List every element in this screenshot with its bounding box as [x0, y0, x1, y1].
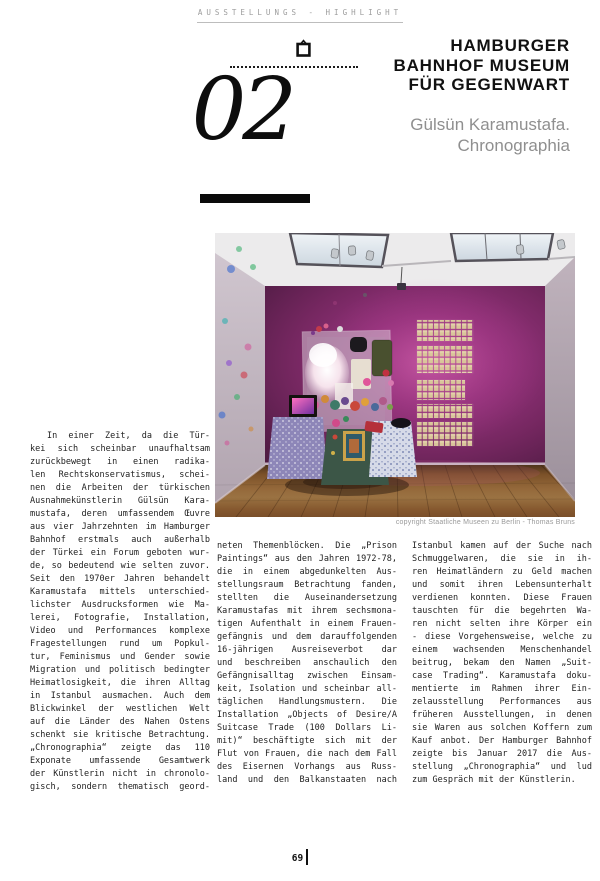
text-line: auf die Länder des Nahen Ostens: [30, 717, 210, 727]
text-line: In einer Zeit, da die Tür-: [47, 431, 210, 441]
text-line: zum Gespräch mit der Künstlerin.: [412, 775, 576, 785]
text-line: „Chronographia“ zeigte das 110: [30, 743, 210, 753]
text-line: Karamustafas mit ihrem sechsmona-: [217, 606, 397, 616]
article-column-3: [412, 540, 592, 787]
exhibition-title-line: Chronographia: [457, 136, 570, 155]
issue-number: 02: [191, 60, 293, 160]
text-line: schenkt sie kritische Betrachtung.: [30, 730, 210, 740]
section-rule-bar: [200, 194, 310, 203]
photo-card-grids: [417, 320, 473, 446]
text-line: Karamustafa mittels unterschied-: [30, 587, 210, 597]
draped-table-left: [267, 417, 327, 479]
text-line: in Istanbul ausmachen. Auch dem: [30, 691, 210, 701]
text-line: früheren Ausstellungen, in denen: [412, 710, 592, 720]
text-line: ren nicht selten ihre Körper ein: [412, 619, 592, 629]
text-line: Installation „Objects of Desire/A: [217, 710, 397, 720]
text-line: täglichen Handlungsmustern. Die: [217, 697, 397, 707]
page-number: [270, 849, 330, 865]
text-line: einem wachsenden Menschenhandel: [412, 645, 592, 655]
text-line: Video und Performances komplexe: [30, 626, 210, 636]
article-column-1: [30, 430, 210, 794]
black-hat: [391, 418, 411, 428]
text-line: - diese Vorgehensweise, welche zu: [412, 632, 592, 642]
text-line: die in einem abgedunkelten Aus-: [217, 567, 397, 577]
text-line: stellten die Auseinandersetzung: [217, 593, 397, 603]
text-line: zelausstellung Performances aus: [412, 697, 592, 707]
text-line: Bahnhof erstmals auch außerhalb: [30, 535, 210, 545]
text-line: des Eisernen Vorhangs aus Russ-: [217, 762, 397, 772]
text-line: der Künstlerin nicht in chronolo-: [30, 769, 210, 779]
text-line: zeigte bis Januar 2017 die Aus-: [412, 749, 592, 759]
text-line: verdienen konnten. Diese Frauen: [412, 593, 592, 603]
exhibition-title-line: Gülsün Karamustafa.: [410, 115, 570, 134]
text-line: 16-jährigen Ausreiseverbot dar: [217, 645, 397, 655]
picture-frame-icon: [295, 39, 312, 63]
article-column-2: [217, 540, 397, 787]
text-line: und somit ihren Lebensunterhalt: [412, 580, 592, 590]
text-line: Istanbul kamen auf der Suche nach: [412, 541, 592, 551]
text-line: Heimatlosigkeit, die ihren Alltag: [30, 678, 210, 688]
text-line: Flut von Frauen, die nach dem Fall: [217, 749, 397, 759]
green-garment: [372, 340, 392, 376]
text-line: der Türkei ein Forum geboten wur-: [30, 548, 210, 558]
text-line: Fragestellungen rund um Popkul-: [30, 639, 210, 649]
text-line: aus vier Jahrzehnten im Hamburger: [30, 522, 210, 532]
left-wall: [215, 253, 265, 503]
text-line: Seit den 1970er Jahren behandelt: [30, 574, 210, 584]
page-edge-mark: [306, 849, 308, 865]
text-line: Migration und politisch bedingter: [30, 665, 210, 675]
text-line: mit)“ beschäftigte sich mit der: [217, 736, 397, 746]
black-corset: [350, 337, 367, 352]
text-line: mentierte im Rahmen ihrer Ein-: [412, 684, 592, 694]
museum-title: [394, 36, 570, 95]
text-line: tur, Feminismus und Gender sowie: [30, 652, 210, 662]
text-line: stellung „Chronographia“ und lud: [412, 762, 592, 772]
text-line: Paintings“ aus den Jahren 1972-78,: [217, 554, 397, 564]
text-line: gisch, sondern thematisch geord-: [30, 782, 210, 792]
text-line: lichster Ausdrucksformen wie Ma-: [30, 600, 210, 610]
text-line: sie Waren aus solchen Koffern zum: [412, 723, 592, 733]
text-line: keit, Isolation und scheinbar all-: [217, 684, 397, 694]
text-line: zurückbewegt in einen radika-: [30, 457, 210, 467]
text-line: tigen Aufenthalt in einem Frauen-: [217, 619, 397, 629]
exhibition-title: [410, 114, 570, 156]
text-line: mustafa, deren umfassendem Œuvre: [30, 509, 210, 519]
kicker: AUSSTELLUNGS - HIGHLIGHT: [197, 8, 403, 23]
text-line: Exponate umfassende Gesamtwerk: [30, 756, 210, 766]
text-line: beitrug, bekam den Namen „Suit-: [412, 658, 592, 668]
text-line: Ausnahmekünstlerin Gülsün Kara-: [30, 496, 210, 506]
exhibition-photo: [215, 233, 575, 517]
text-line: Schmuggelwaren, die sie in ih-: [412, 554, 592, 564]
text-line: nen die Arbeiten der türkischen: [30, 483, 210, 493]
text-line: ren Heimatländern zu Geld machen: [412, 567, 592, 577]
text-line: Kauf anbot. Der Hamburger Bahnhof: [412, 736, 592, 746]
gallery-illustration: [215, 233, 575, 517]
text-line: Blickwinkel der westlichen Welt: [30, 704, 210, 714]
text-line: kei sich scheinbar unaufhaltsam: [30, 444, 210, 454]
text-line: case Trading“. Karamustafa doku-: [412, 671, 592, 681]
text-line: de, so bedeutend wie selten zuvor.: [30, 561, 210, 571]
text-line: stellungsraum Betrachtung fanden,: [217, 580, 397, 590]
museum-title-line: FÜR GEGENWART: [408, 75, 570, 94]
museum-title-line: BAHNHOF MUSEUM: [393, 55, 570, 75]
text-line: und beschreiben anschaulich den: [217, 658, 397, 668]
text-line: Gefängnisalltag zwischen Einsam-: [217, 671, 397, 681]
text-line: lerei, Fotografie, Installation,: [30, 613, 210, 623]
text-line: tauschten für die begehrten Wa-: [412, 606, 592, 616]
museum-title-line: HAMBURGER: [450, 36, 570, 55]
text-line: len Rechtskonservatismus, schei-: [30, 470, 210, 480]
right-wall: [545, 257, 575, 501]
text-line: neten Themenblöcken. Die „Prison: [217, 541, 397, 551]
text-line: land und den Balkanstaaten nach: [217, 775, 397, 785]
text-line: Suitcase Trade (100 Dollars Li-: [217, 723, 397, 733]
photo-caption: copyright Staatliche Museen zu Berlin - Thomas Bruns: [395, 519, 575, 526]
page-number-value: 69: [291, 853, 304, 864]
text-line: gefängnis und dem darauffolgenden: [217, 632, 397, 642]
